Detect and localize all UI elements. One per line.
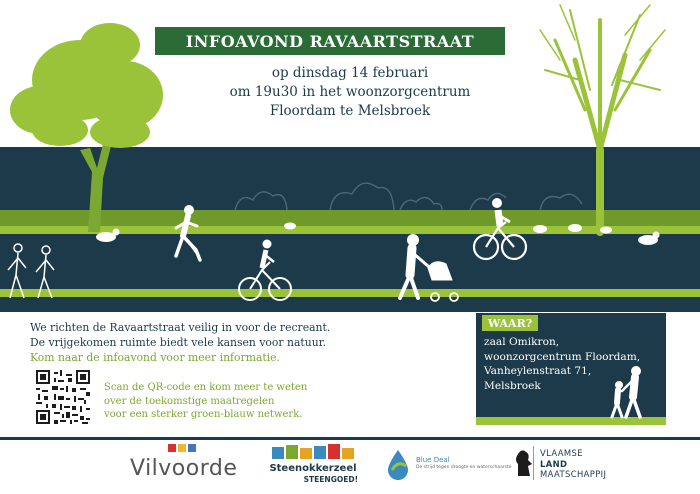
vlm-line-3: MAATSCHAPPIJ bbox=[540, 469, 607, 479]
where-label: WAAR? bbox=[482, 315, 538, 331]
vlm-logo bbox=[512, 446, 622, 486]
grass-band bbox=[0, 210, 700, 226]
qr-text-line-3: voor een sterker groen-blauw netwerk. bbox=[104, 409, 303, 420]
vlm-line-1: VLAAMSE bbox=[540, 448, 583, 458]
vilvoorde-wordmark: Vilvoorde bbox=[130, 456, 238, 481]
blue-deal-subtitle: De strijd tegen droogte en waterschaarste bbox=[416, 465, 512, 470]
subtitle-time-location: om 19u30 in het woonzorgcentrum bbox=[229, 84, 471, 100]
intro-line-2: De vrijgekomen ruimte biedt vele kansen voor natuur. bbox=[30, 336, 327, 349]
blue-deal-title: Blue Deal bbox=[416, 456, 450, 464]
address-line-2: woonzorgcentrum Floordam, bbox=[484, 350, 641, 363]
blue-deal-logo bbox=[384, 448, 512, 482]
steenokkerzeel-wordmark: Steenokkerzeel bbox=[269, 463, 357, 474]
vlm-wordmark bbox=[540, 448, 606, 480]
location-address bbox=[484, 335, 664, 393]
event-subtitle bbox=[200, 64, 500, 121]
steenokkerzeel-blocks-icon bbox=[268, 444, 358, 462]
bottom-green-band bbox=[0, 289, 700, 297]
path-band bbox=[0, 234, 700, 289]
bottom-dark-band bbox=[0, 297, 700, 312]
event-title: INFOAVOND RAVAARTSTRAAT bbox=[155, 27, 505, 55]
qr-instructions bbox=[104, 381, 364, 422]
intro-line-3: Kom naar de infoavond voor meer informatie. bbox=[30, 351, 280, 364]
intro-text bbox=[30, 320, 450, 365]
vlm-line-2: LAND bbox=[540, 458, 568, 469]
subtitle-date: op dinsdag 14 februari bbox=[271, 65, 429, 81]
qr-text-line-1: Scan de QR-code en kom meer te weten bbox=[104, 382, 308, 393]
steenokkerzeel-tagline: STEENGOED! bbox=[303, 475, 358, 484]
flemish-lion-icon bbox=[512, 446, 534, 480]
subtitle-place: Floordam te Melsbroek bbox=[269, 103, 431, 119]
address-line-4: Melsbroek bbox=[484, 379, 541, 392]
blue-deal-drop-icon bbox=[384, 448, 414, 482]
qr-code[interactable] bbox=[36, 370, 90, 424]
qr-text-line-2: over de toekomstige maatregelen bbox=[104, 395, 275, 407]
steenokkerzeel-logo bbox=[268, 444, 358, 488]
address-line-1: zaal Omikron, bbox=[484, 336, 560, 348]
address-line-3: Vanheylenstraat 71, bbox=[484, 365, 592, 377]
footer-divider bbox=[0, 437, 700, 440]
intro-line-1: We richten de Ravaartstraat veilig in voor de recreant. bbox=[30, 321, 331, 334]
